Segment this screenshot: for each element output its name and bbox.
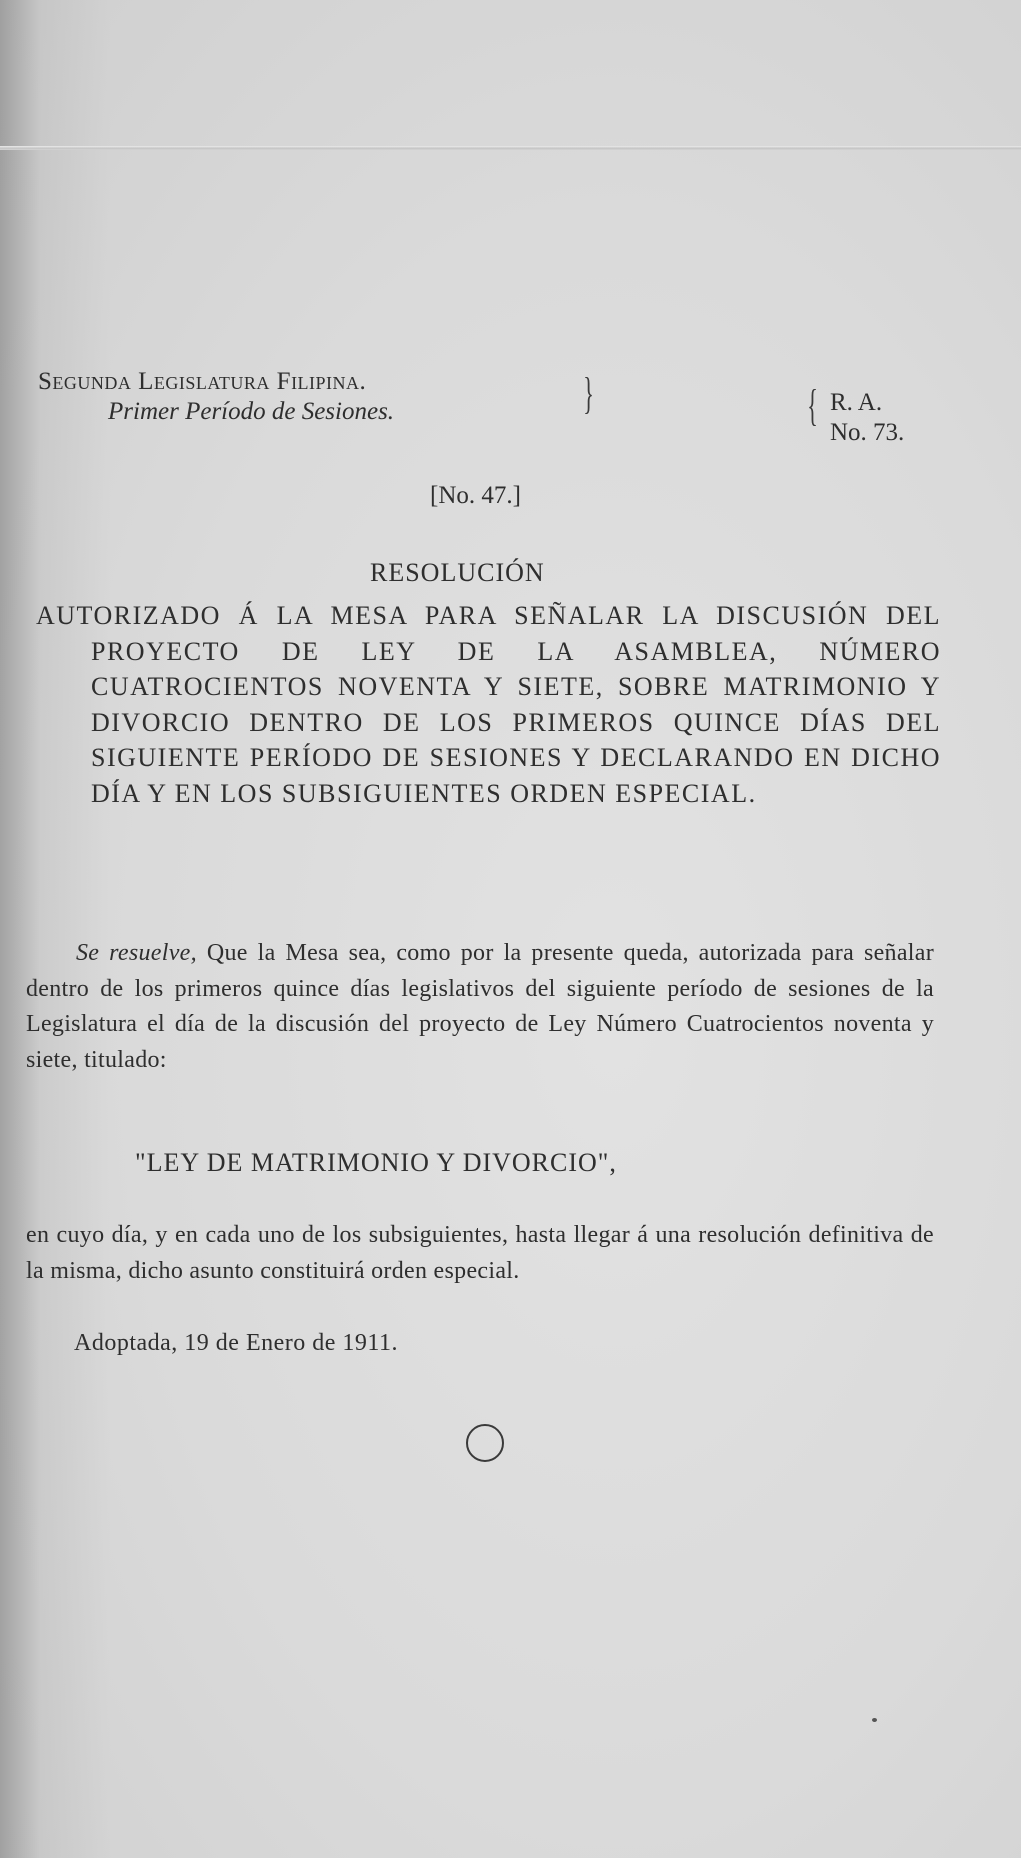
legislature-name: Segunda Legislatura Filipina. bbox=[38, 368, 367, 395]
resolution-title: RESOLUCIÓN bbox=[370, 558, 545, 587]
right-brace: { bbox=[807, 381, 818, 430]
adoption-date: Adoptada, 19 de Enero de 1911. bbox=[74, 1330, 399, 1356]
paragraph-1-text: Que la Mesa sea, como por la presente queda, autorizada para señalar dentro de los primeros quince días legislativos del siguiente período de sesiones de la Legislatura el día de la discusión del proyecto de Ley Número Cuatrocientos noventa y siete, titulado: bbox=[26, 940, 934, 1073]
resolution-subject: AUTORIZADO Á LA MESA PARA SEÑALAR LA DISCUSIÓN DEL PROYECTO DE LEY DE LA ASAMBLEA, NÚMERO CUATROCIENTOS NOVENTA Y SIETE, SOBRE MATRIMONIO Y DIVORCIO DENTRO DE LOS PRIMEROS QUINCE DÍAS DEL SIGUIENTE PERÍODO DE SESIONES Y DECLARANDO EN DICHO DÍA Y EN LOS SUBSIGUIENTES ORDEN ESPECIAL. bbox=[36, 601, 941, 808]
resolution-paragraph-1 bbox=[26, 936, 934, 1078]
ra-label: R. A. bbox=[830, 389, 883, 416]
resolution-paragraph-2: en cuyo día, y en cada uno de los subsiguientes, hasta llegar á una resolución definitiva de la misma, dicho asunto constituirá orden especial. bbox=[26, 1222, 934, 1284]
legislature-header bbox=[38, 368, 598, 426]
law-title: "LEY DE MATRIMONIO Y DIVORCIO", bbox=[135, 1148, 617, 1177]
left-brace: } bbox=[583, 369, 594, 418]
resolve-word: Se resuelve, bbox=[76, 940, 197, 966]
end-circle-mark bbox=[466, 1424, 504, 1462]
paper-speck bbox=[872, 1718, 877, 1722]
paper-fold-line bbox=[0, 146, 1021, 150]
ra-reference bbox=[830, 388, 904, 448]
ra-number: No. 73. bbox=[830, 419, 905, 446]
session-name: Primer Período de Sesiones. bbox=[108, 398, 395, 425]
document-number: [No. 47.] bbox=[430, 482, 521, 509]
